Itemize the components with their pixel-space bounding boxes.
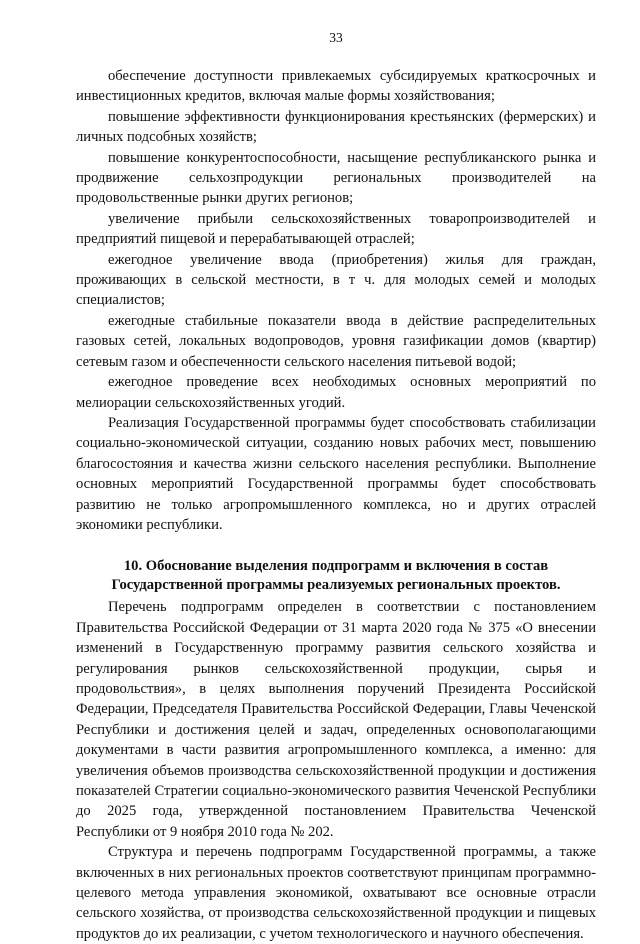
paragraph: Реализация Государственной программы будет способствовать стабилизации социально-экономической ситуации, созданию новых рабочих мест, повышению благосостояния и качества жизни сельского населения республики. Выполнение основных мероприятий Государственной программы будет способствовать развитию не только агропромышленного комплекса, но и других отраслей экономики республики.	[76, 414, 596, 533]
paragraph: повышение эффективности функционирования крестьянских (фермерских) и личных подсобных хозяйств;	[76, 108, 596, 146]
paragraph: Перечень подпрограмм определен в соответствии с постановлением Правительства Российской Федерации от 31 марта 2020 года № 375 «О внесении изменений в Государственную программу развития сельского хозяйства и регулирования рынков сельскохозяйственной продукции, сырья и продовольствия», в целях выполнения поручений Президента Российской Федерации, Председателя Правительства Российской Федерации, Главы Чеченской Республики и достижения целей и задач, определенных основополагающими документами в части развития агропромышленного комплекса, а именно: для увеличения объемов производства сельскохозяйственной продукции и достижения показателей Стратегии социально-экономического развития Чеченской Республики до 2025 года, утвержденной постановлением Правительства Чеченской Республики от 9 ноября 2010 года № 202.	[76, 599, 596, 840]
section-heading-line-2: Государственной программы реализуемых региональных проектов.	[111, 577, 561, 594]
paragraph: ежегодные стабильные показатели ввода в действие распределительных газовых сетей, локальных водопроводов, уровня газификации домов (квартир) сетевым газом и обеспеченности сельского населения питьевой водой;	[76, 312, 596, 370]
section-heading	[76, 557, 596, 595]
section-heading-line-1: 10. Обоснование выделения подпрограмм и включения в состав	[123, 558, 549, 575]
paragraph: ежегодное увеличение ввода (приобретения) жилья для граждан, проживающих в сельской местности, в т ч. для молодых семей и молодых специалистов;	[76, 251, 596, 309]
document-page	[76, 0, 596, 944]
paragraph: Структура и перечень подпрограмм Государственной программы, а также включенных в них региональных проектов соответствуют принципам программно-целевого метода управления экономикой, охватывают все основные отрасли сельского хозяйства, от производства сельскохозяйственной продукции и пищевых продуктов до их реализации, с учетом технологического и научного обеспечения.	[76, 844, 596, 942]
page-number: 33	[329, 30, 343, 45]
paragraph: увеличение прибыли сельскохозяйственных товаропроизводителей и предприятий пищевой и перерабатывающей отраслей;	[76, 210, 596, 248]
paragraph: ежегодное проведение всех необходимых основных мероприятий по мелиорации сельскохозяйственных угодий.	[76, 374, 596, 411]
paragraph: повышение конкурентоспособности, насыщение республиканского рынка и продвижение сельхозпродукции региональных производителей на продовольственные рынки других регионов;	[76, 149, 596, 207]
paragraph: обеспечение доступности привлекаемых субсидируемых краткосрочных и инвестиционных кредитов, включая малые формы хозяйствования;	[76, 68, 596, 105]
